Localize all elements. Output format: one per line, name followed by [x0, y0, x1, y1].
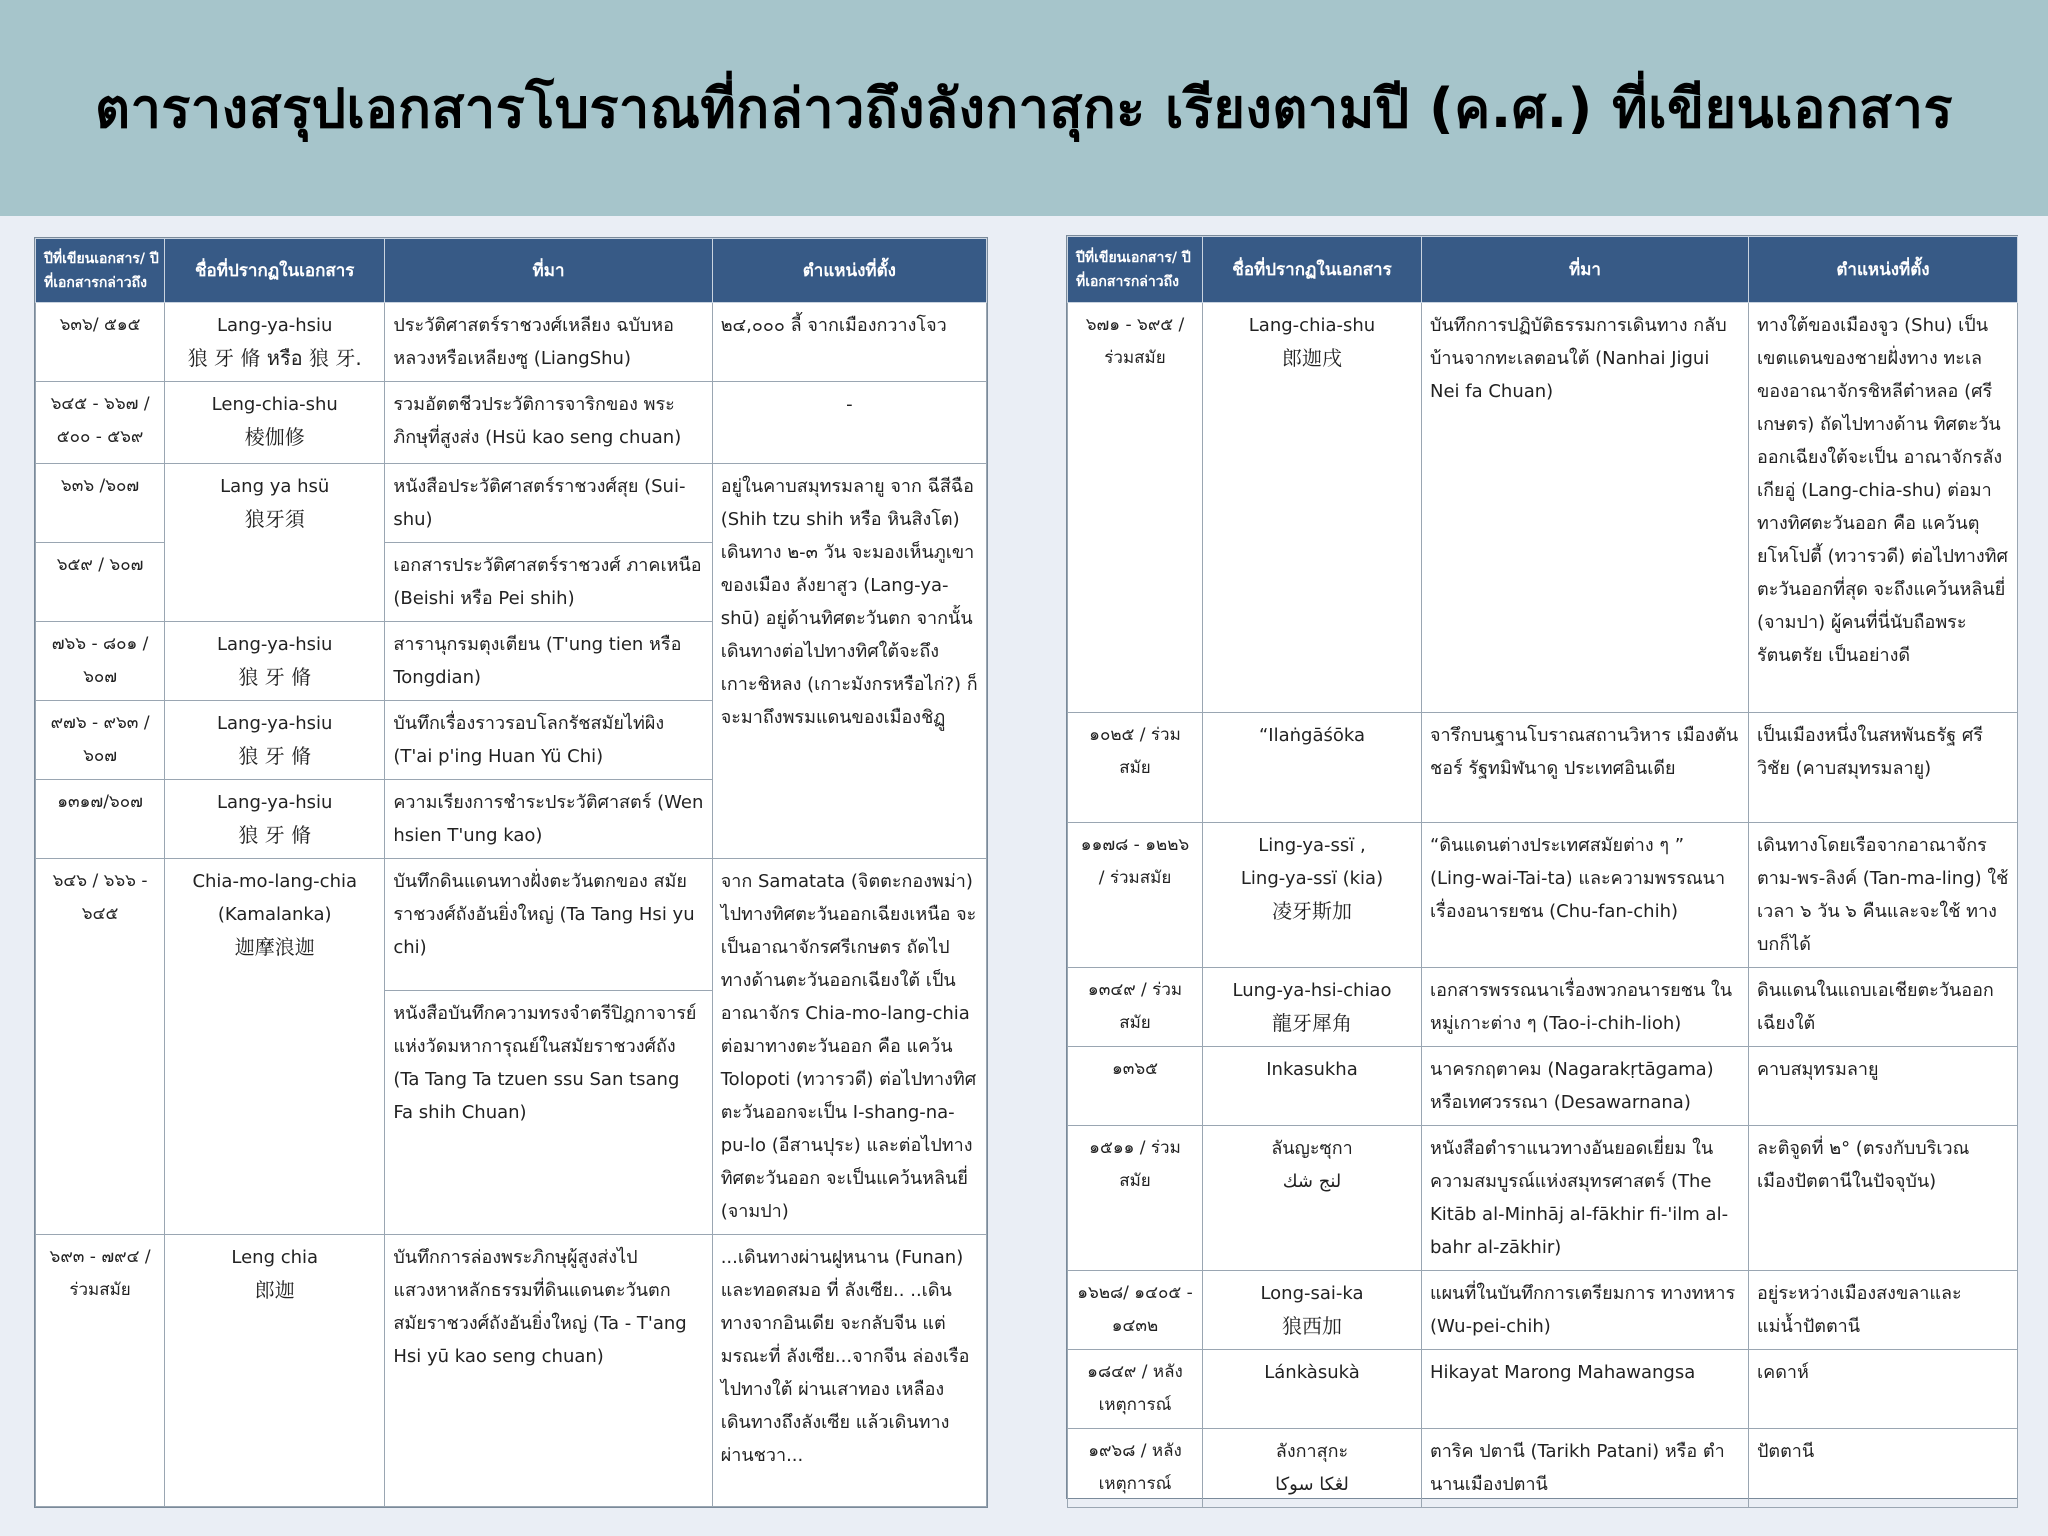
location-cell: ปัตตานี [1749, 1429, 2018, 1508]
name-text: Lang-chia-shu [1248, 315, 1376, 336]
source-cell: “ดินแดนต่างประเทศสมัยต่าง ๆ ” (Ling-wai-Tai-ta) และความพรรณนา เรื่องอนารยชน (Chu-fan-chih) [1422, 823, 1749, 968]
name-native-text: لنج شك [1282, 1171, 1342, 1192]
location-cell: เคดาห์ [1749, 1350, 2018, 1429]
name-text: Leng chia [231, 1247, 319, 1268]
title-banner [0, 0, 2048, 216]
year-cell: ๑๘๔๙ / หลังเหตุการณ์ [1068, 1350, 1203, 1429]
name-text: Chia-mo-lang-chia [192, 871, 358, 892]
source-cell: นาครกฤตาคม (Nagarakṛtāgama) หรือเทศวรรณา (Desawarnana) [1422, 1047, 1749, 1126]
column-header-location: ตำแหน่งที่ตั้ง [1749, 237, 2018, 303]
name-alt-text: Ling-ya-ssï (kia) [1240, 868, 1384, 889]
name-cell [165, 1235, 385, 1507]
name-cell [165, 464, 385, 622]
year-cell: ๙๗๖ - ๙๖๓ /๖๐๗ [36, 701, 165, 780]
source-cell: ความเรียงการชำระประวัติศาสตร์ (Wen hsien T'ung kao) [385, 780, 712, 859]
name-text: Long-sai-ka [1260, 1283, 1364, 1304]
column-header-source: ที่มา [1422, 237, 1749, 303]
table-row [1068, 303, 2018, 713]
source-cell: บันทึกการปฏิบัติธรรมการเดินทาง กลับบ้านจากทะเลตอนใต้ (Nanhai Jigui Nei fa Chuan) [1422, 303, 1749, 713]
column-header-name: ชื่อที่ปรากฏในเอกสาร [1203, 237, 1422, 303]
location-cell: อยู่ระหว่างเมืองสงขลาและ แม่น้ำปัตตานี [1749, 1271, 2018, 1350]
name-cell [165, 382, 385, 464]
name-alt-text: (Kamalanka) [217, 904, 332, 925]
column-header-year: ปีที่เขียนเอกสาร/ ปีที่เอกสารกล่าวถึง [1068, 237, 1203, 303]
source-cell: หนังสือบันทึกความทรงจำตรีปิฎกาจารย์ แห่งวัดมหาการุณย์ในสมัยราชวงศ์ถัง (Ta Tang Ta tzuen ssu San tsang Fa shih Chuan) [385, 991, 712, 1235]
table-row [1068, 823, 2018, 968]
name-cell [1203, 1126, 1422, 1271]
year-cell: ๖๔๕ - ๖๖๗ / ๕๐๐ - ๕๖๙ [36, 382, 165, 464]
source-cell: แผนที่ในบันทึกการเตรียมการ ทางทหาร (Wu-pei-chih) [1422, 1271, 1749, 1350]
location-cell: จาก Samatata (จิตตะกองพม่า) ไปทางทิศตะวันออกเฉียงเหนือ จะเป็นอาณาจักรศรีเกษตร ถัดไปทางด้านตะวันออกเฉียงใต้ เป็นอาณาจักร Chia-mo-lang-chia ต่อมาทางตะวันออก คือ แคว้น Tolopoti (ทวารวดี) ต่อไปทางทิศตะวันออกจะเป็น I-shang-na-pu-lo (อีสานปุระ) และต่อไปทางทิศตะวันออก จะเป็นแคว้นหลินยี่ (จามปา) [712, 859, 986, 1235]
name-cell [1203, 823, 1422, 968]
right-table [1067, 236, 2018, 1508]
source-cell: Hikayat Marong Mahawangsa [1422, 1350, 1749, 1429]
location-cell: ดินแดนในแถบเอเชียตะวันออก เฉียงใต้ [1749, 968, 2018, 1047]
table-row [1068, 968, 2018, 1047]
name-native-text: 狼 牙 脩 [238, 665, 312, 689]
name-text: Leng-chia-shu [211, 394, 338, 415]
table-row [1068, 713, 2018, 823]
name-text: ลังกาสุกะ [1275, 1441, 1349, 1462]
year-cell: ๑๙๖๘ / หลังเหตุการณ์ [1068, 1429, 1203, 1508]
column-header-name: ชื่อที่ปรากฏในเอกสาร [165, 239, 385, 303]
right-table-panel [1066, 235, 2018, 1499]
location-cell: ๒๔,๐๐๐ ลี้ จากเมืองกวางโจว [712, 303, 986, 382]
column-header-location: ตำแหน่งที่ตั้ง [712, 239, 986, 303]
year-cell: ๑๖๒๘/ ๑๔๐๕ - ๑๔๓๒ [1068, 1271, 1203, 1350]
source-cell: ประวัติศาสตร์ราชวงศ์เหลียง ฉบับหอหลวงหรือเหลียงซู (LiangShu) [385, 303, 712, 382]
source-cell: บันทึกดินแดนทางฝั่งตะวันตกของ สมัยราชวงศ์ถังอันยิ่งใหญ่ (Ta Tang Hsi yu chi) [385, 859, 712, 991]
year-cell: ๑๕๑๑ / ร่วมสมัย [1068, 1126, 1203, 1271]
name-native-text: 凌牙斯加 [1272, 899, 1352, 923]
name-cell [165, 303, 385, 382]
name-text: ลันญะซุกา [1271, 1138, 1353, 1159]
column-header-source: ที่มา [385, 239, 712, 303]
name-text: Lang-ya-hsiu [217, 713, 333, 734]
name-cell [165, 622, 385, 701]
location-cell: - [712, 382, 986, 464]
left-table-panel [34, 237, 988, 1508]
name-text: Lung-ya-hsi-chiao [1232, 980, 1392, 1001]
year-cell: ๑๐๒๕ / ร่วมสมัย [1068, 713, 1203, 823]
source-cell: รวมอัตตชีวประวัติการจาริกของ พระภิกษุที่สูงส่ง (Hsü kao seng chuan) [385, 382, 712, 464]
location-cell: อยู่ในคาบสมุทรมลายู จาก ฉีสีฉือ (Shih tzu shih หรือ หินสิงโต) เดินทาง ๒-๓ วัน จะมองเห็นภูเขาของเมือง ลังยาสูว (Lang-ya-shū) อยู่ด้านทิศตะวันตก จากนั้น เดินทางต่อไปทางทิศใต้จะถึง เกาะชิหลง (เกาะมังกรหรือไก่?) ก็จะมาถึงพรมแดนของเมืองชิฏู [712, 464, 986, 859]
name-native-text: 狼 牙 脩 [238, 744, 312, 768]
table-header-row [36, 239, 987, 303]
table-header-row [1068, 237, 2018, 303]
source-cell: หนังสือตำราแนวทางอันยอดเยี่ยม ในความสมบูรณ์แห่งสมุทรศาสตร์ (The Kitāb al-Minhāj al-fākhir fi-'ilm al-bahr al-zākhir) [1422, 1126, 1749, 1271]
name-cell [1203, 303, 1422, 713]
name-cell: Inkasukha [1203, 1047, 1422, 1126]
name-cell [1203, 1271, 1422, 1350]
location-cell: ทางใต้ของเมืองจูว (Shu) เป็นเขตแดนของชายฝั่งทาง ทะเลของอาณาจักรชิหลีต๋าหลอ (ศรีเกษตร) ถัดไปทางด้าน ทิศตะวันออกเฉียงใต้จะเป็น อาณาจักรลังเกียอู่ (Lang-chia-shu) ต่อมาทางทิศตะวันออก คือ แคว้นตุยโหโปตี้ (ทวารวดี) ต่อไปทางทิศตะวันออกที่สุด จะถึงแคว้นหลินยี่ (จามปา) ผู้คนที่นี่นับถือพระรัตนตรัย เป็นอย่างดี [1749, 303, 2018, 713]
source-cell: สารานุกรมตุงเตียน (T'ung tien หรือ Tongdian) [385, 622, 712, 701]
name-native-text: 郎迦戌 [1282, 346, 1342, 370]
location-cell: เดินทางโดยเรือจากอาณาจักร ตาม-พร-ลิงค์ (Tan-ma-ling) ใช้เวลา ๖ วัน ๖ คืนและจะใช้ ทางบกก็ได้ [1749, 823, 2018, 968]
name-cell [165, 780, 385, 859]
name-text: Ling-ya-ssï , [1258, 835, 1366, 856]
year-cell: ๖๙๓ - ๗๙๔ / ร่วมสมัย [36, 1235, 165, 1507]
name-native-text: 迦摩浪迦 [234, 935, 315, 959]
left-table [35, 238, 987, 1507]
name-text: Lang-ya-hsiu [217, 792, 333, 813]
name-native-text: 狼 牙 脩 หรือ 狼 牙. [187, 346, 362, 370]
name-cell [165, 859, 385, 1235]
name-text: Lang ya hsü [220, 476, 330, 497]
year-cell: ๖๓๖ /๖๐๗ [36, 464, 165, 543]
name-native-text: لڠكا سوكا [1275, 1474, 1349, 1495]
table-row [1068, 1126, 2018, 1271]
year-cell: ๖๗๑ - ๖๙๕ / ร่วมสมัย [1068, 303, 1203, 713]
name-cell: “Ilaṅgāśōka [1203, 713, 1422, 823]
table-row [36, 464, 987, 543]
location-cell: คาบสมุทรมลายู [1749, 1047, 2018, 1126]
name-native-text: 郎迦 [254, 1278, 295, 1302]
page-title: ตารางสรุปเอกสารโบราณที่กล่าวถึงลังกาสุกะ เรียงตามปี (ค.ศ.) ที่เขียนเอกสาร [95, 77, 1953, 140]
table-row [1068, 1271, 2018, 1350]
name-native-text: 狼西加 [1282, 1314, 1342, 1338]
year-cell: ๑๓๑๗/๖๐๗ [36, 780, 165, 859]
table-row [36, 303, 987, 382]
year-cell: ๖๕๙ / ๖๐๗ [36, 543, 165, 622]
name-cell: Lánkàsukà [1203, 1350, 1422, 1429]
name-cell [165, 701, 385, 780]
name-native-text: 龍牙犀角 [1272, 1011, 1352, 1035]
source-cell: เอกสารประวัติศาสตร์ราชวงศ์ ภาคเหนือ (Beishi หรือ Pei shih) [385, 543, 712, 622]
column-header-year: ปีที่เขียนเอกสาร/ ปีที่เอกสารกล่าวถึง [36, 239, 165, 303]
location-cell: ...เดินทางผ่านฝูหนาน (Funan) และทอดสมอ ที่ ลังเซีย.. ..เดินทางจากอินเดีย จะกลับจีน แต่มรณะที่ ลังเซีย...จากจีน ล่องเรือไปทางใต้ ผ่านเสาทอง เหลือง เดินทางถึงลังเซีย แล้วเดินทางผ่านชวา... [712, 1235, 986, 1507]
name-native-text: 狼牙須 [244, 507, 305, 531]
table-row [36, 1235, 987, 1507]
source-cell: เอกสารพรรณนาเรื่องพวกอนารยชน ในหมู่เกาะต่าง ๆ (Tao-i-chih-lioh) [1422, 968, 1749, 1047]
year-cell: ๑๓๔๙ / ร่วมสมัย [1068, 968, 1203, 1047]
year-cell: ๗๖๖ - ๘๐๑ / ๖๐๗ [36, 622, 165, 701]
year-cell: ๖๓๖/ ๕๑๕ [36, 303, 165, 382]
source-cell: หนังสือประวัติศาสตร์ราชวงศ์สุย (Sui-shu) [385, 464, 712, 543]
source-cell: ตาริค ปตานี (Tarikh Patani) หรือ ตำนานเมืองปตานี [1422, 1429, 1749, 1508]
location-cell: ละติจูดที่ ๒° (ตรงกับบริเวณ เมืองปัตตานีในปัจจุบัน) [1749, 1126, 2018, 1271]
table-row [1068, 1047, 2018, 1126]
year-cell: ๖๔๖ / ๖๖๖ - ๖๔๕ [36, 859, 165, 1235]
location-cell: เป็นเมืองหนึ่งในสหพันธรัฐ ศรีวิชัย (คาบสมุทรมลายู) [1749, 713, 2018, 823]
name-cell [1203, 1429, 1422, 1508]
source-cell: จารึกบนฐานโบราณสถานวิหาร เมืองตันชอร์ รัฐทมิฬนาดู ประเทศอินเดีย [1422, 713, 1749, 823]
table-row [1068, 1429, 2018, 1508]
year-cell: ๑๓๖๕ [1068, 1047, 1203, 1126]
source-cell: บันทึกการล่องพระภิกษุผู้สูงส่งไป แสวงหาหลักธรรมที่ดินแดนตะวันตก สมัยราชวงศ์ถังอันยิ่งใหญ่ (Ta - T'ang Hsi yū kao seng chuan) [385, 1235, 712, 1507]
table-row [36, 382, 987, 464]
table-row [36, 859, 987, 991]
source-cell: บันทึกเรื่องราวรอบโลกรัชสมัยไท่ผิง (T'ai p'ing Huan Yü Chi) [385, 701, 712, 780]
name-text: Lang-ya-hsiu [217, 634, 333, 655]
table-row [1068, 1350, 2018, 1429]
name-native-text: 棱伽修 [244, 425, 305, 449]
name-native-text: 狼 牙 脩 [238, 823, 312, 847]
name-text: Lang-ya-hsiu [217, 315, 333, 336]
year-cell: ๑๑๗๘ - ๑๒๒๖ / ร่วมสมัย [1068, 823, 1203, 968]
name-cell [1203, 968, 1422, 1047]
